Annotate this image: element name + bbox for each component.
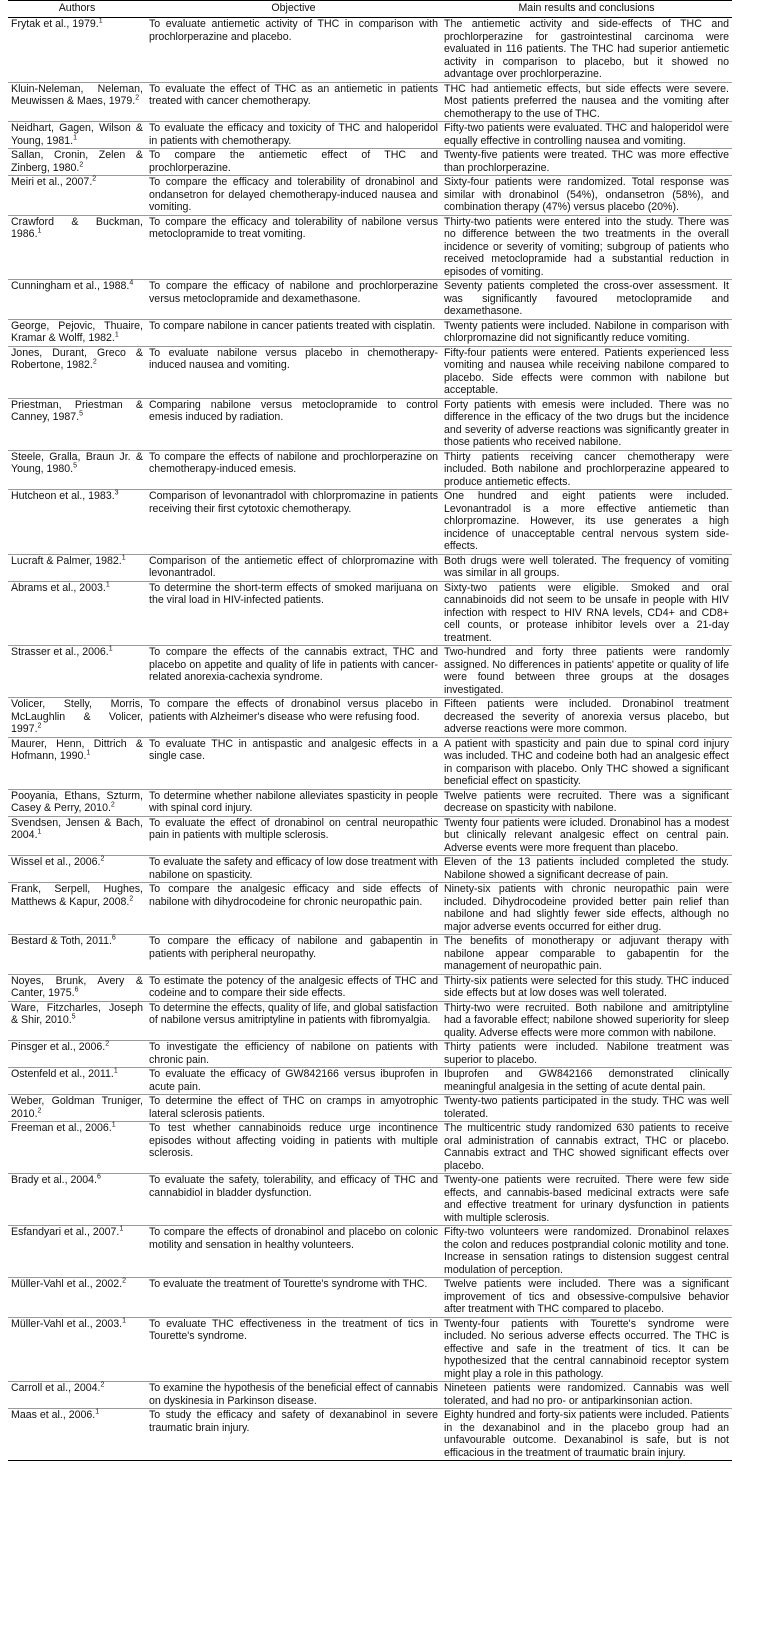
reference-superscript: 1	[98, 17, 103, 25]
authors-text: Brady et al., 2004.	[11, 1174, 97, 1186]
authors-cell	[8, 1068, 146, 1095]
authors-text: Lucraft & Palmer, 1982.	[11, 554, 122, 567]
results-cell: Forty patients with emesis were included. There was no difference in the efficacy of the two drugs but the incidence and severity of adverse reactions was significantly greater in those patients who received nabilone.	[441, 398, 732, 450]
authors-cell	[8, 1317, 146, 1382]
objective-cell: To evaluate the safety, tolerability, and efficacy of THC and cannabidiol in bladder dysfunction.	[146, 1174, 441, 1226]
table-header	[8, 1, 732, 18]
header-row	[8, 1, 732, 18]
results-cell: Thirty patients were included. Nabilone treatment was superior to placebo.	[441, 1041, 732, 1068]
table-row	[8, 398, 732, 450]
objective-cell: To compare the effects of dronabinol versus placebo in patients with Alzheimer's disease who were refusing food.	[146, 698, 441, 738]
results-cell: Both drugs were well tolerated. The frequency of vomiting was similar in all groups.	[441, 554, 732, 581]
authors-cell	[8, 1226, 146, 1278]
reference-superscript: 1	[86, 749, 91, 757]
authors-text: Svendsen, Jensen & Bach, 2004.	[11, 816, 143, 841]
results-cell: Twenty-four patients with Tourette's syndrome were included. No serious adverse effects occurred. The THC is effective and safe in the treatment of tics. It can be hypothesized that the central cannabinoid receptor system might play a role in this pathology.	[441, 1317, 732, 1382]
authors-cell	[8, 789, 146, 816]
table-row	[8, 737, 732, 789]
authors-text: Weber, Goldman Truniger, 2010.	[11, 1095, 143, 1120]
objective-cell: To evaluate antiemetic activity of THC in comparison with prochlorperazine and placebo.	[146, 18, 441, 83]
authors-cell	[8, 18, 146, 83]
results-cell: Ninety-six patients with chronic neuropathic pain were included. Dihydrocodeine provided better pain relief than nabilone and had slightly fewer side effects, although no major adverse events occurred for either drug.	[441, 883, 732, 935]
authors-cell	[8, 122, 146, 149]
authors-text: Frank, Serpell, Hughes, Matthews & Kapur, 2008.	[11, 883, 143, 908]
reference-superscript: 2	[37, 722, 42, 730]
authors-text: Cunningham et al., 1988.	[11, 280, 130, 292]
objective-cell: Comparison of the antiemetic effect of chlorpromazine with levonantradol.	[146, 554, 441, 581]
objective-cell: To compare the analgesic efficacy and side effects of nabilone with dihydrocodeine for chronic neuropathic pain.	[146, 883, 441, 935]
reference-superscript: 1	[73, 133, 77, 141]
objective-cell: To compare the efficacy and tolerability of nabilone versus metoclopramide to treat vomiting.	[146, 215, 441, 280]
table-row	[8, 1278, 732, 1318]
reference-superscript: 2	[122, 1277, 127, 1285]
results-cell: Twenty-two patients participated in the study. THC was well tolerated.	[441, 1095, 732, 1122]
authors-cell	[8, 82, 146, 122]
objective-cell: To evaluate THC in antispastic and analgesic effects in a single case.	[146, 737, 441, 789]
results-cell: Twenty-five patients were treated. THC was more effective than prochlorperazine.	[441, 149, 732, 176]
authors-cell	[8, 816, 146, 856]
table-row	[8, 122, 732, 149]
authors-cell	[8, 1174, 146, 1226]
reference-superscript: 1	[95, 1408, 100, 1416]
results-cell: Nineteen patients were randomized. Cannabis was well tolerated, and had no pro- or antiparkinsonian action.	[441, 1382, 732, 1409]
table-row	[8, 149, 732, 176]
authors-text: Müller-Vahl et al., 2002.	[11, 1278, 123, 1290]
table-row	[8, 1041, 732, 1068]
authors-text: Kluin-Neleman, Neleman, Meuwissen & Maes, 1979.	[11, 82, 143, 107]
authors-text: Steele, Gralla, Braun Jr. & Young, 1980.	[11, 450, 143, 475]
reference-superscript: 2	[37, 1106, 42, 1114]
table-row	[8, 82, 732, 122]
reference-superscript: 3	[114, 489, 119, 497]
authors-text: Sallan, Cronin, Zelen & Zinberg, 1980.	[11, 149, 143, 174]
objective-cell: To evaluate the treatment of Tourette's syndrome with THC.	[146, 1278, 441, 1318]
table-row	[8, 816, 732, 856]
reference-superscript: 5	[79, 410, 84, 418]
authors-cell	[8, 1122, 146, 1174]
table-row	[8, 789, 732, 816]
table-row	[8, 319, 732, 346]
objective-cell: To test whether cannabinoids reduce urge incontinence episodes without affecting voiding in patients with multiple sclerosis.	[146, 1122, 441, 1174]
authors-cell	[8, 319, 146, 346]
reference-superscript: 2	[100, 1381, 105, 1389]
table-row	[8, 1174, 732, 1226]
reference-superscript: 1	[114, 331, 119, 339]
reference-superscript: 2	[105, 1040, 110, 1048]
reference-superscript: 2	[92, 358, 97, 366]
header-objective: Objective	[146, 1, 441, 18]
results-cell: The multicentric study randomized 630 patients to receive oral administration of cannabis extract, THC or placebo. Cannabis extract and THC showed significant effects over placebo.	[441, 1122, 732, 1174]
reference-superscript: 6	[96, 1173, 101, 1181]
authors-cell	[8, 1278, 146, 1318]
table-row	[8, 883, 732, 935]
objective-cell: To compare nabilone in cancer patients treated with cisplatin.	[146, 319, 441, 346]
objective-cell: To determine whether nabilone alleviates spasticity in people with spinal cord injury.	[146, 789, 441, 816]
reference-superscript: 1	[37, 828, 42, 836]
authors-text: George, Pejovic, Thuaire, Kramar & Wolff, 1982.	[11, 319, 143, 344]
results-cell: Fifteen patients were included. Dronabinol treatment decreased the severity of anorexia versus placebo, but adverse reactions were more common.	[441, 698, 732, 738]
authors-cell	[8, 1382, 146, 1409]
objective-cell: To determine the effect of THC on cramps in amyotrophic lateral sclerosis patients.	[146, 1095, 441, 1122]
reference-superscript: 1	[119, 1225, 124, 1233]
objective-cell: To estimate the potency of the analgesic effects of THC and codeine and to compare their side effects.	[146, 974, 441, 1001]
table-row	[8, 1001, 732, 1041]
reference-superscript: 5	[71, 1013, 76, 1021]
reference-superscript: 1	[122, 1316, 127, 1324]
authors-cell	[8, 935, 146, 975]
table-row	[8, 856, 732, 883]
authors-text: Esfandyari et al., 2007.	[11, 1226, 120, 1238]
objective-cell: To evaluate the safety and efficacy of low dose treatment with nabilone on spasticity.	[146, 856, 441, 883]
table-row	[8, 935, 732, 975]
objective-cell: To compare the efficacy of nabilone and prochlorperazine versus metoclopramide and dexamethasone.	[146, 280, 441, 320]
authors-cell	[8, 698, 146, 738]
objective-cell: To compare the effects of dronabinol and placebo on colonic motility and sensation in healthy volunteers.	[146, 1226, 441, 1278]
authors-cell	[8, 1409, 146, 1461]
authors-text: Maurer, Henn, Dittrich & Hofmann, 1990.	[11, 737, 143, 762]
reference-superscript: 6	[111, 934, 116, 942]
authors-cell	[8, 346, 146, 398]
objective-cell: To evaluate nabilone versus placebo in chemotherapy-induced nausea and vomiting.	[146, 346, 441, 398]
authors-cell	[8, 737, 146, 789]
objective-cell: To evaluate the efficacy of GW842166 versus ibuprofen in acute pain.	[146, 1068, 441, 1095]
table-row	[8, 490, 732, 555]
authors-text: Neidhart, Gagen, Wilson & Young, 1981.	[11, 122, 143, 147]
results-cell: Fifty-four patients were entered. Patients experienced less vomiting and nausea while receiving nabilone compared to placebo. Side effects were common with nabilone but acceptable.	[441, 346, 732, 398]
results-cell: One hundred and eight patients were included. Levonantradol is a more effective antiemetic than chlorpromazine. However, its use generates a high incidence of unacceptable central nervous system side-effects.	[441, 490, 732, 555]
objective-cell: To evaluate the efficacy and toxicity of THC and haloperidol in patients with chemotherapy.	[146, 122, 441, 149]
reference-superscript: 4	[129, 279, 134, 287]
objective-cell: To compare the antiemetic effect of THC and prochlorperazine.	[146, 149, 441, 176]
authors-text: Crawford & Buckman, 1986.	[11, 215, 143, 240]
reference-superscript: 1	[37, 227, 42, 235]
results-cell: Ibuprofen and GW842166 demonstrated clinically meaningful analgesia in the setting of acute dental pain.	[441, 1068, 732, 1095]
objective-cell: To compare the efficacy and tolerability of dronabinol and ondansetron for delayed chemotherapy-induced nausea and vomiting.	[146, 176, 441, 216]
table-row	[8, 176, 732, 216]
reference-superscript: 5	[73, 462, 77, 470]
objective-cell: To determine the short-term effects of smoked marijuana on the viral load in HIV-infected patients.	[146, 581, 441, 646]
table-row	[8, 280, 732, 320]
table-row	[8, 1226, 732, 1278]
table-row	[8, 698, 732, 738]
results-cell: Thirty patients receiving cancer chemotherapy were included. Both nabilone and prochlorperazine appeared to produce antiemetic effects.	[441, 450, 732, 490]
authors-cell	[8, 280, 146, 320]
results-cell: Sixty-two patients were eligible. Smoked and oral cannabinoids did not seem to be unsafe in people with HIV infection with respect to HIV RNA levels, CD4+ and CD8+ cell counts, or protease inhibitor levels over a 21-day treatment.	[441, 581, 732, 646]
authors-cell	[8, 856, 146, 883]
authors-cell	[8, 450, 146, 490]
authors-text: Freeman et al., 2006.	[11, 1122, 112, 1134]
results-cell: Sixty-four patients were randomized. Total response was similar with dronabinol (54%), ondansetron (58%), and combination therapy (47%) versus placebo (20%).	[441, 176, 732, 216]
header-authors: Authors	[8, 1, 146, 18]
table-row	[8, 646, 732, 698]
results-cell: Thirty-six patients were selected for this study. THC induced side effects but at low doses was well tolerated.	[441, 974, 732, 1001]
studies-table	[8, 0, 732, 1461]
results-cell: Twelve patients were included. There was a significant improvement of tics and obsessive-compulsive behavior after treatment with THC compared to placebo.	[441, 1278, 732, 1318]
authors-text: Ostenfeld et al., 2011.	[11, 1068, 114, 1080]
authors-text: Frytak et al., 1979.	[11, 18, 99, 30]
document-page	[8, 0, 732, 1461]
reference-superscript: 1	[111, 1121, 116, 1129]
results-cell: Twenty-one patients were recruited. There were few side effects, and cannabis-based medicinal extracts were safe and effective treatment for urinary dysfunction in patients with multiple sclerosis.	[441, 1174, 732, 1226]
authors-cell	[8, 974, 146, 1001]
reference-superscript: 2	[100, 855, 105, 863]
authors-text: Müller-Vahl et al., 2003.	[11, 1317, 123, 1330]
results-cell: THC had antiemetic effects, but side effects were severe. Most patients preferred the nausea and the vomiting after chemotherapy to the use of THC.	[441, 82, 732, 122]
results-cell: A patient with spasticity and pain due to spinal cord injury was included. THC and codeine both had an analgesic effect in comparison with placebo. Only THC showed a significant beneficial effect on spasticity.	[441, 737, 732, 789]
authors-text: Strasser et al., 2006.	[11, 646, 109, 658]
results-cell: Eighty hundred and forty-six patients were included. Patients in the dexanabinol and in the placebo group had an unfavourable outcome. Dexanabinol is safe, but is not efficacious in the treatment of traumatic brain injury.	[441, 1409, 732, 1461]
authors-cell	[8, 1095, 146, 1122]
authors-text: Ware, Fitzcharles, Joseph & Shir, 2010.	[11, 1001, 143, 1026]
authors-text: Hutcheon et al., 1983.	[11, 490, 115, 502]
objective-cell: To compare the effects of nabilone and prochlorperazine on chemotherapy-induced emesis.	[146, 450, 441, 490]
authors-text: Carroll et al., 2004.	[11, 1382, 101, 1394]
results-cell: Thirty-two patients were entered into the study. There was no difference between the two treatments in the overall incidence or severity of vomiting; subgroup of patients who received metoclopramide had a substantial reduction in episodes of vomiting.	[441, 215, 732, 280]
reference-superscript: 2	[79, 160, 84, 168]
table-row	[8, 346, 732, 398]
authors-text: Priestman, Priestman & Canney, 1987.	[11, 398, 143, 423]
reference-superscript: 1	[108, 645, 113, 653]
table-row	[8, 450, 732, 490]
objective-cell: To study the efficacy and safety of dexanabinol in severe traumatic brain injury.	[146, 1409, 441, 1461]
reference-superscript: 1	[105, 580, 110, 588]
table-row	[8, 1068, 732, 1095]
results-cell: Twenty four patients were icluded. Dronabinol has a modest but clinically relevant analgesic effect on central pain. Adverse events were more frequent than placebo.	[441, 816, 732, 856]
table-row	[8, 581, 732, 646]
objective-cell: Comparing nabilone versus metoclopramide to control emesis induced by radiation.	[146, 398, 441, 450]
reference-superscript: 2	[110, 801, 115, 809]
results-cell: Twenty patients were included. Nabilone in comparison with chlorpromazine did not significantly reduce vomiting.	[441, 319, 732, 346]
results-cell: Fifty-two volunteers were randomized. Dronabinol relaxes the colon and reduces postprandial colonic motility and tone. Increase in sensation ratings to distension suggest central modulation of perception.	[441, 1226, 732, 1278]
results-cell: Eleven of the 13 patients included completed the study. Nabilone showed a significant decrease of pain.	[441, 856, 732, 883]
results-cell: Fifty-two patients were evaluated. THC and haloperidol were equally effective in controlling nausea and vomiting.	[441, 122, 732, 149]
objective-cell: To evaluate the effect of dronabinol on central neuropathic pain in patients with multiple sclerosis.	[146, 816, 441, 856]
reference-superscript: 2	[92, 175, 97, 183]
header-results: Main results and conclusions	[441, 1, 732, 18]
objective-cell: Comparison of levonantradol with chlorpromazine in patients receiving their first cytotoxic chemotherapy.	[146, 490, 441, 555]
results-cell: Thirty-two were recruited. Both nabilone and amitriptyline had a favorable effect; nabilone showed superiority for sleep quality. Adverse effects were more common with nabilone.	[441, 1001, 732, 1041]
results-cell: The antiemetic activity and side-effects of THC and prochlorperazine for gastrointestinal carcinoma were evaluated in 116 patients. The THC had superior antiemetic activity in comparison to placebo, but it showed no advantage over prochlorperazine.	[441, 18, 732, 83]
table-row	[8, 18, 732, 83]
results-cell: Two-hundred and forty three patients were randomly assigned. No differences in patients' appetite or quality of life were found between three groups at the dosages investigated.	[441, 646, 732, 698]
authors-text: Pinsger et al., 2006.	[11, 1041, 106, 1053]
reference-superscript: 2	[129, 894, 134, 902]
authors-text: Volicer, Stelly, Morris, McLaughlin & Volicer, 1997.	[11, 698, 143, 735]
authors-text: Pooyania, Ethans, Szturm, Casey & Perry, 2010.	[11, 789, 143, 814]
authors-text: Bestard & Toth, 2011.	[11, 935, 112, 947]
table-body	[8, 18, 732, 1461]
authors-cell	[8, 149, 146, 176]
authors-cell	[8, 883, 146, 935]
authors-cell	[8, 1001, 146, 1041]
authors-cell	[8, 554, 146, 581]
reference-superscript: 1	[113, 1067, 118, 1075]
objective-cell: To compare the effects of the cannabis extract, THC and placebo on appetite and quality of life in patients with cancer-related anorexia-cachexia syndrome.	[146, 646, 441, 698]
authors-cell	[8, 490, 146, 555]
authors-cell	[8, 398, 146, 450]
table-row	[8, 974, 732, 1001]
reference-superscript: 1	[121, 553, 126, 561]
objective-cell: To examine the hypothesis of the beneficial effect of cannabis on dyskinesia in Parkinson disease.	[146, 1382, 441, 1409]
authors-text: Noyes, Brunk, Avery & Canter, 1975.	[11, 974, 143, 999]
authors-cell	[8, 176, 146, 216]
authors-cell	[8, 215, 146, 280]
table-row	[8, 1317, 732, 1382]
results-cell: Twelve patients were recruited. There was a significant decrease on spasticity with nabilone.	[441, 789, 732, 816]
results-cell: Seventy patients completed the cross-over assessment. It was significantly favoured metoclopramide and dexamethasone.	[441, 280, 732, 320]
table-row	[8, 215, 732, 280]
authors-text: Jones, Durant, Greco & Robertone, 1982.	[11, 346, 143, 371]
reference-superscript: 2	[135, 94, 140, 102]
authors-text: Maas et al., 2006.	[11, 1409, 96, 1421]
table-row	[8, 1095, 732, 1122]
table-row	[8, 554, 732, 581]
objective-cell: To determine the effects, quality of life, and global satisfaction of nabilone versus amitriptyline in patients with fibromyalgia.	[146, 1001, 441, 1041]
table-row	[8, 1409, 732, 1461]
authors-cell	[8, 581, 146, 646]
objective-cell: To investigate the efficiency of nabilone on patients with chronic pain.	[146, 1041, 441, 1068]
reference-superscript: 6	[74, 986, 79, 994]
authors-cell	[8, 1041, 146, 1068]
table-row	[8, 1382, 732, 1409]
authors-text: Meiri et al., 2007.	[11, 176, 93, 188]
authors-text: Abrams et al., 2003.	[11, 581, 106, 594]
table-row	[8, 1122, 732, 1174]
objective-cell: To evaluate the effect of THC as an antiemetic in patients treated with cancer chemotherapy.	[146, 82, 441, 122]
objective-cell: To evaluate THC effectiveness in the treatment of tics in Tourette's syndrome.	[146, 1317, 441, 1382]
authors-cell	[8, 646, 146, 698]
authors-text: Wissel et al., 2006.	[11, 856, 101, 868]
objective-cell: To compare the efficacy of nabilone and gabapentin in patients with peripheral neuropathy.	[146, 935, 441, 975]
results-cell: The benefits of monotherapy or adjuvant therapy with nabilone appear comparable to gabapentin for the management of neuropathic pain.	[441, 935, 732, 975]
